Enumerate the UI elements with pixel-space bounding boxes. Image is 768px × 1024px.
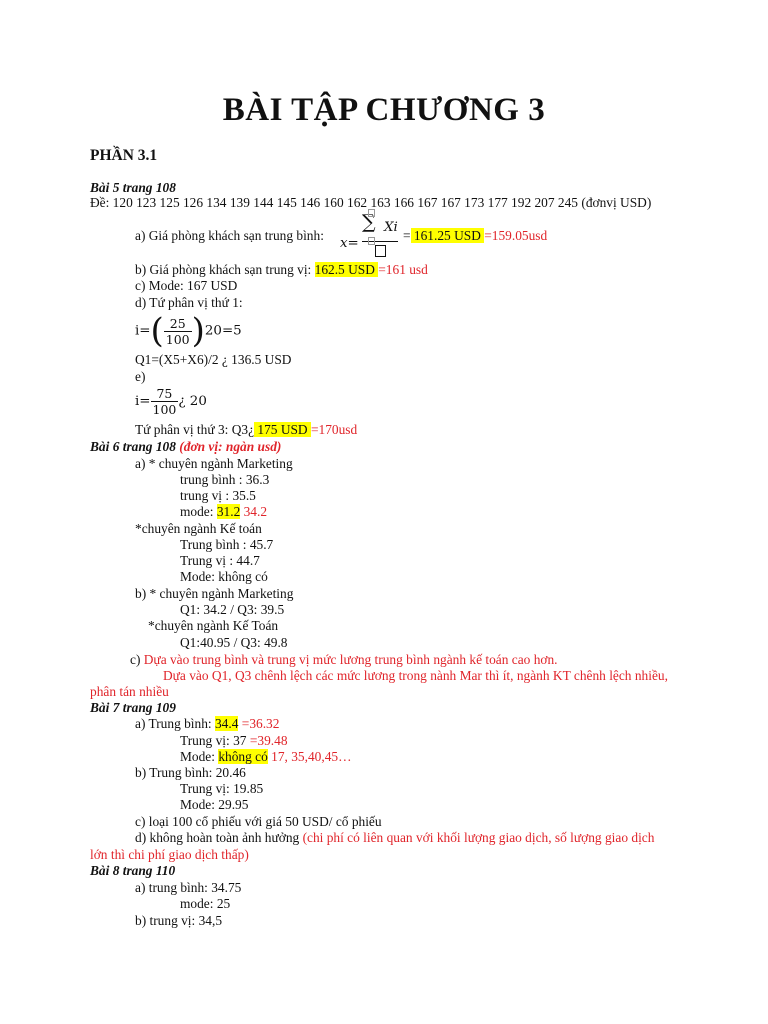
- xi-symbol: Xi: [384, 220, 398, 235]
- b5-c: c) Mode: 167 USD: [135, 278, 238, 293]
- correction: =39.48: [249, 733, 288, 748]
- b6-b-quartiles: Q1: 34.2 / Q3: 39.5: [180, 602, 285, 617]
- exercise-6-heading: Bài 6 trang 108 (đơn vị: ngàn usd): [90, 439, 282, 454]
- sigma-icon: ∑: [362, 211, 376, 233]
- exercise-8-heading: Bài 8 trang 110: [90, 863, 176, 878]
- b8-a: a) trung bình: 34.75: [135, 880, 242, 895]
- b6-b-acc-quartiles: Q1:40.95 / Q3: 49.8: [180, 635, 288, 650]
- correction: =161 usd: [378, 262, 428, 277]
- b7-a-mode: Mode: không có 17, 35,40,45…: [180, 749, 352, 764]
- b6-a-median: trung vị : 35.5: [180, 488, 256, 503]
- exercise-7-heading: Bài 7 trang 109: [90, 700, 176, 715]
- b7-d: d) không hoàn toàn ảnh hưởng (chi phí có liên quan với khối lượng giao dịch, số lượng giao dịch: [135, 830, 655, 845]
- b5-q1: Q1=(X5+X6)/2 ¿ 136.5 USD: [135, 352, 292, 367]
- b6-a: a) * chuyên ngành Marketing: [135, 456, 293, 471]
- b6-acc-mode: Mode: không có: [180, 569, 268, 584]
- b6-b-accounting: *chuyên ngành Kế Toán: [148, 618, 279, 633]
- highlighted-answer: 34.4: [214, 716, 239, 731]
- highlighted-answer: không có: [218, 749, 268, 764]
- correction: 34.2: [240, 504, 268, 519]
- b6-acc-mean: Trung bình : 45.7: [180, 537, 274, 552]
- correction: =36.32: [238, 716, 280, 731]
- correction: =170usd: [310, 422, 358, 437]
- b7-b-mode: Mode: 29.95: [180, 797, 249, 812]
- mean-symbol: x=: [340, 236, 359, 251]
- section-heading: PHẦN 3.1: [90, 147, 158, 164]
- b6-a-mode: mode: 31.2 34.2: [180, 504, 268, 519]
- b5-a-result: = 161.25 USD =159.05usd: [403, 228, 548, 243]
- placeholder-box-icon: [375, 245, 386, 257]
- page-title: BÀI TẬP CHƯƠNG 3: [222, 92, 546, 128]
- b6-b: b) * chuyên ngành Marketing: [135, 586, 294, 601]
- b5-d-formula: i=( $\frac{25}{100}$ )20=5: [135, 311, 242, 351]
- b6-c-line2: Dựa vào Q1, Q3 chênh lệch các mức lương trong nành Mar thì ít, ngành KT chênh lệch nhiều,: [163, 668, 668, 683]
- correction: 17, 35,40,45…: [267, 749, 352, 764]
- b7-a-median: Trung vị: 37 =39.48: [180, 733, 288, 748]
- b8-a-mode: mode: 25: [180, 896, 231, 911]
- highlighted-answer: 175 USD: [254, 422, 311, 437]
- exercise-5-heading: Bài 5 trang 108: [90, 180, 176, 195]
- b5-e: e): [135, 369, 146, 384]
- b7-a: a) Trung bình: 34.4 =36.32: [135, 716, 280, 731]
- placeholder-box-icon: [368, 237, 375, 245]
- b5-a-label: a) Giá phòng khách sạn trung bình:: [135, 228, 324, 243]
- exercise-5-data: Đề: 120 123 125 126 134 139 144 145 146 160 162 163 166 167 167 173 177 192 207 245 (đơnvị USD): [90, 195, 652, 210]
- b5-q3: Tứ phân vị thứ 3: Q3¿ 175 USD =170usd: [135, 422, 358, 437]
- b8-b: b) trung vị: 34,5: [135, 913, 223, 928]
- b6-acc-median: Trung vị : 44.7: [180, 553, 260, 568]
- b5-e-formula: i= $\frac{75}{100}$ ¿ 20: [135, 386, 207, 417]
- b7-b: b) Trung bình: 20.46: [135, 765, 246, 780]
- placeholder-box-icon: [368, 209, 375, 217]
- highlighted-answer: 161.25 USD: [410, 228, 485, 243]
- highlighted-answer: 31.2: [216, 504, 241, 519]
- b5-d: d) Tứ phân vị thứ 1:: [135, 295, 243, 310]
- b6-c-line3: phân tán nhiều: [90, 684, 169, 699]
- b5-b: b) Giá phòng khách sạn trung vị: 162.5 USD =161 usd: [135, 262, 428, 277]
- b7-d-line2: lớn thì chi phí giao dịch thấp): [90, 847, 249, 862]
- b6-accounting: *chuyên ngành Kế toán: [135, 521, 262, 536]
- b7-c: c) loại 100 cổ phiếu với giá 50 USD/ cổ phiếu: [135, 814, 382, 829]
- correction: =159.05usd: [484, 228, 548, 243]
- b7-b-median: Trung vị: 19.85: [180, 781, 264, 796]
- b6-c: c) Dựa vào trung bình và trung vị mức lương trung bình ngành kế toán cao hơn.: [130, 652, 558, 667]
- b6-a-mean: trung bình : 36.3: [180, 472, 270, 487]
- highlighted-answer: 162.5 USD: [314, 262, 379, 277]
